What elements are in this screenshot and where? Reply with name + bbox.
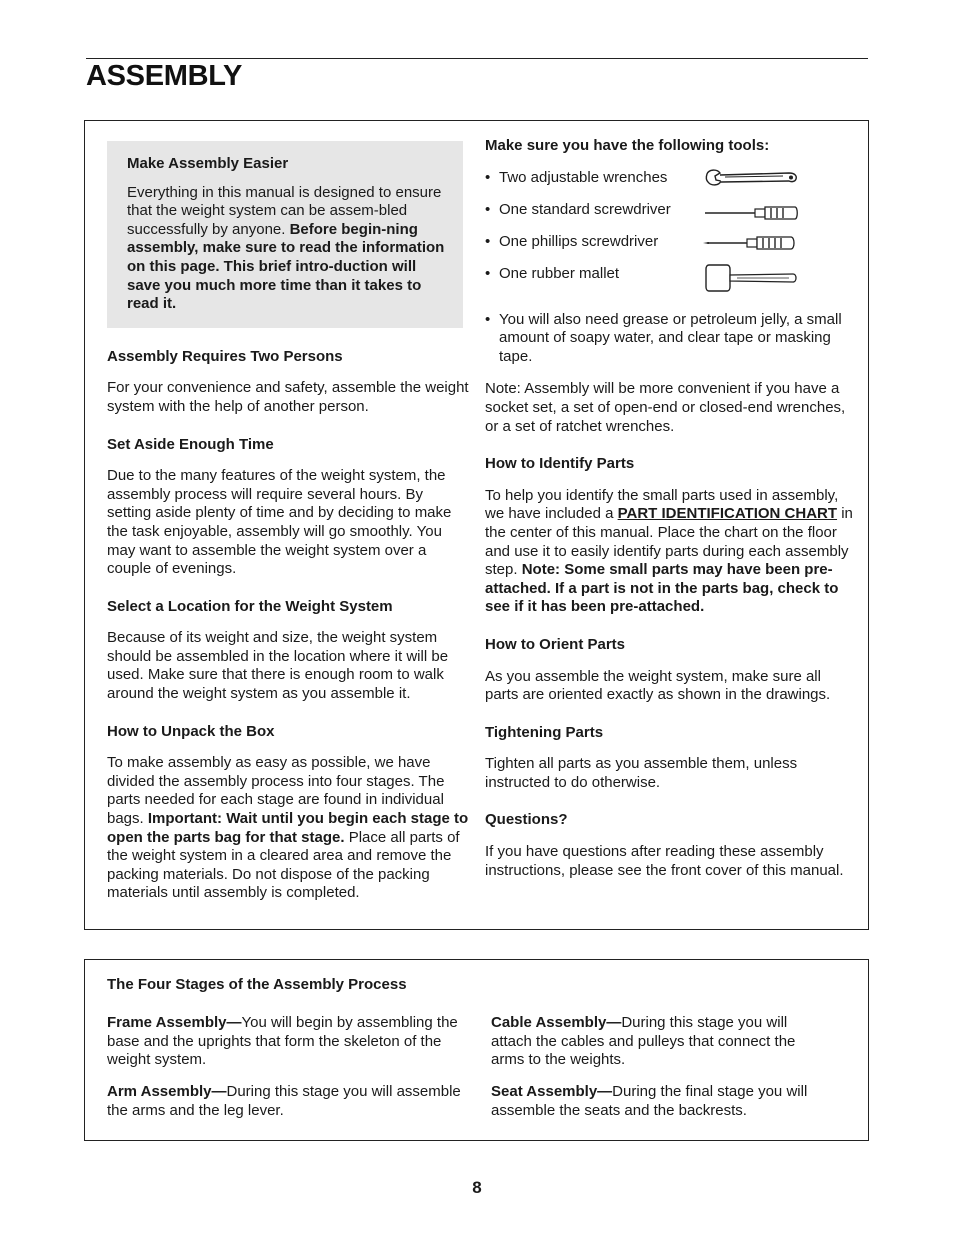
intro-text: Everything in this manual is designed to ensure that the weight system can be assem-bled successfully by anyone. Before begin-ning assembly, make sure to read the information on this page. This brief intro-duction will save you much more time than it takes to read it. [127,183,445,313]
instructions-box [84,120,869,930]
rubber-mallet-icon [703,263,799,299]
phillips-screwdriver-icon [703,231,799,261]
stages-box [84,959,869,1141]
section-heading: How to Identify Parts [485,455,635,473]
section-body: To help you identify the small parts used in assembly, we have included a PART IDENTIFICATION CHART in the center of this manual. Place the chart on the floor and use it to easily identify parts during each assembly step. Note: Some small parts may have been pre-attached. If a part is not in the parts bag, check to see if it has been pre-attached. [485,486,853,616]
tool-item: • Two adjustable wrenches [485,169,857,201]
supplies-note: • You will also need grease or petroleum jelly, a small amount of soapy water, and clear tape or masking tape. [485,310,842,365]
section-heading: Set Aside Enough Time [107,435,274,453]
tool-item: • One phillips screwdriver [485,233,857,265]
socket-set-note: Note: Assembly will be more convenient if you have a socket set, a set of open-end or closed-end wrenches, or a set of ratchet wrenches. [485,380,846,435]
section-heading: How to Unpack the Box [107,722,275,740]
section-body: Because of its weight and size, the weight system should be assembled in the location where it will be used. Make sure that there is enough room to walk around the weight system as you assemble it. [107,629,449,703]
stages-heading: The Four Stages of the Assembly Process [107,976,407,993]
intro-callout [107,141,463,328]
section-heading: How to Orient Parts [485,635,626,653]
header-rule [86,58,868,59]
section-body: For your convenience and safety, assemble the weight system with the help of another person. [107,379,469,415]
section-heading: Tightening Parts [485,723,604,741]
stage-item: Seat Assembly—During the final stage you will assemble the seats and the backrests. [491,1083,808,1119]
section-body: To make assembly as easy as possible, we have divided the assembly process into four stages. The parts needed for each stage are found in individual bags. Important: Wait until you begin each stage to open the parts bag for that stage. Place all parts of the weight system in a cleared area and remove the packing materials. Do not dispose of the packing materials until assembly is completed. [107,754,469,902]
section-heading: Select a Location for the Weight System [107,597,393,615]
flathead-screwdriver-icon [703,199,799,229]
tool-item: • One rubber mallet [485,265,857,297]
section-body: Tighten all parts as you assemble them, unless instructed to do otherwise. [485,755,798,791]
section-body: Due to the many features of the weight system, the assembly process will require several hours. By setting aside plenty of time and by deciding to make the task enjoyable, assembly will go smoothly. You may want to assemble the weight system over a couple of evenings. [107,467,452,578]
section-body: As you assemble the weight system, make sure all parts are oriented exactly as shown in the drawings. [485,667,831,704]
section-heading: Questions? [485,811,568,829]
part-chart-reference: PART IDENTIFICATION CHART [617,505,838,523]
page-title: ASSEMBLY [86,60,243,92]
left-column [107,141,469,922]
intro-heading: Make Assembly Easier [127,155,289,172]
stage-item: Arm Assembly—During this stage you will assemble the arms and the leg lever. [107,1083,461,1119]
section-heading: Assembly Requires Two Persons [107,347,343,365]
tools-list [485,169,857,297]
wrench-icon [703,167,799,197]
stage-item: Frame Assembly—You will begin by assembling the base and the uprights that form the skeleton of the weight system. [107,1014,458,1069]
tool-item: • One standard screwdriver [485,201,857,233]
section-body: If you have questions after reading these assembly instructions, please see the front cover of this manual. [485,843,844,879]
tools-heading: Make sure you have the following tools: [485,137,770,154]
right-column [485,137,857,899]
page-number: 8 [472,1178,482,1197]
stage-item: Cable Assembly—During this stage you will attach the cables and pulleys that connect the arms to the weights. [491,1014,796,1069]
